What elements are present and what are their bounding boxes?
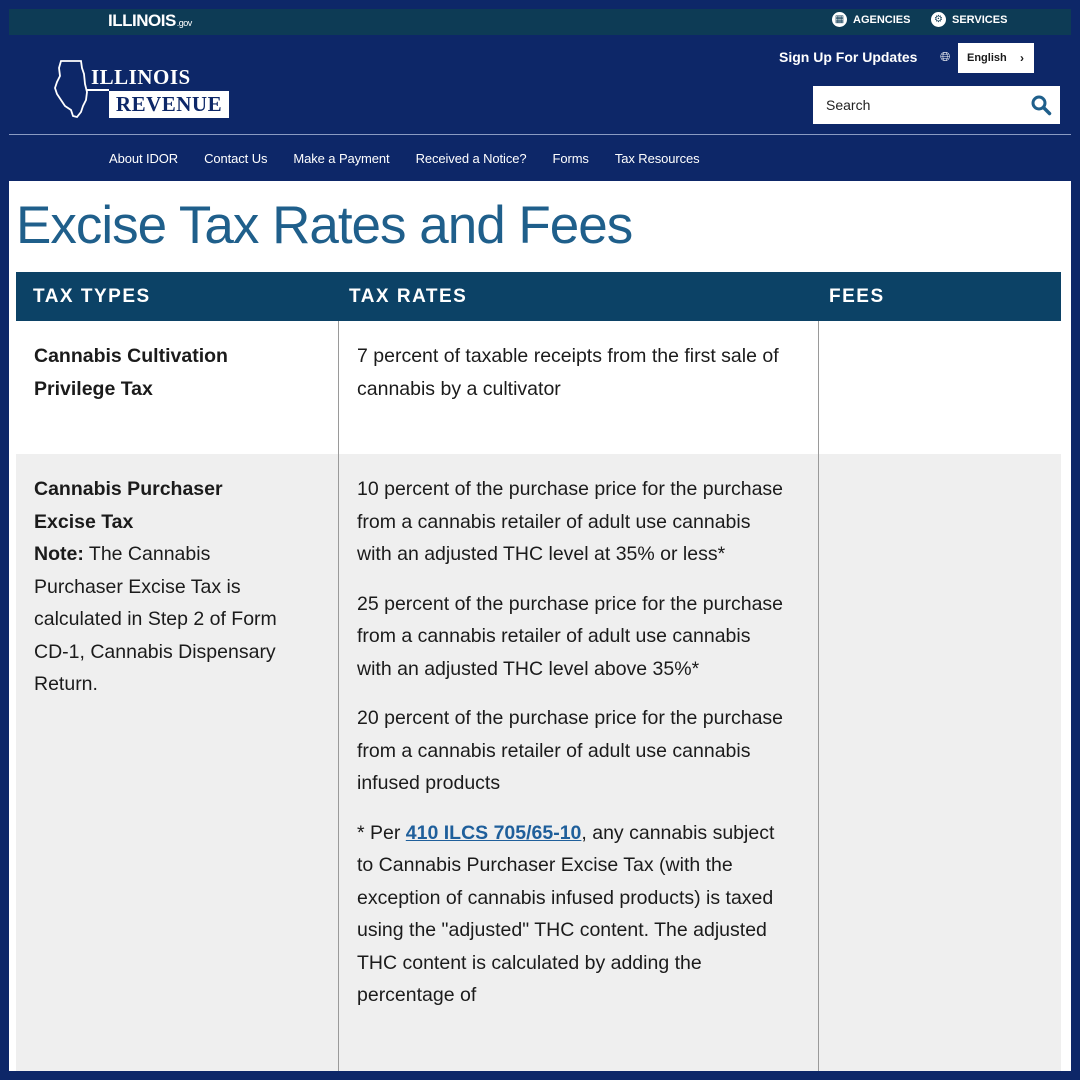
logo-revenue-text: REVENUE <box>109 91 229 118</box>
search-input[interactable] <box>813 86 1013 124</box>
column-divider <box>818 321 819 454</box>
illinois-gov-suffix: .gov <box>176 18 192 28</box>
tax-rates-table <box>16 272 1061 1071</box>
tax-rate-cell: 7 percent of taxable receipts from the first sale of cannabis by a cultivator <box>357 345 779 400</box>
main-nav <box>109 135 726 181</box>
tax-rate-cell <box>357 473 789 1029</box>
footnote-paragraph <box>357 817 789 1012</box>
rate-paragraph: 10 percent of the purchase price for the purchase from a cannabis retailer of adult use cannabis with an adjusted THC level at 35% or less* <box>357 478 784 565</box>
site-header <box>9 35 1071 181</box>
tax-type-note <box>34 538 279 701</box>
illinois-state-outline-icon <box>51 58 91 120</box>
tax-type-name: Cannabis Purchaser Excise Tax <box>34 478 223 533</box>
nav-about-idor[interactable]: About IDOR <box>109 150 179 166</box>
services-label: SERVICES <box>952 13 1008 26</box>
agencies-link[interactable] <box>832 12 910 27</box>
table-header-row <box>16 272 1061 321</box>
search-icon[interactable] <box>1030 94 1052 116</box>
tax-type-cell: Cannabis Cultivation Privilege Tax <box>34 345 228 400</box>
illinois-gov-link[interactable] <box>108 11 192 31</box>
sign-up-link[interactable]: Sign Up For Updates <box>779 49 918 65</box>
agencies-label: AGENCIES <box>853 13 911 26</box>
language-select[interactable] <box>958 43 1034 73</box>
footnote-text: , any cannabis subject to Cannabis Purchaser Excise Tax (with the exception of cannabis infused products) is taxed using the "adjusted" THC content. The adjusted THC content is calculated by adding the percentage of <box>357 821 775 1006</box>
note-label: Note: <box>34 543 84 565</box>
logo-illinois-text: ILLINOIS <box>91 65 191 89</box>
column-header-tax-types: TAX TYPES <box>33 286 151 307</box>
statute-link[interactable]: 410 ILCS 705/65-10 <box>405 821 582 844</box>
services-link[interactable] <box>931 12 1007 27</box>
illinois-revenue-logo[interactable] <box>51 58 241 128</box>
browser-page <box>9 9 1071 1071</box>
search-box <box>813 86 1060 124</box>
nav-contact-us[interactable]: Contact Us <box>204 150 268 166</box>
chevron-right-icon: › <box>1020 51 1024 65</box>
building-icon: ▦ <box>832 12 847 27</box>
rate-paragraph: 25 percent of the purchase price for the purchase from a cannabis retailer of adult use cannabis with an adjusted THC level above 35%* <box>357 592 784 680</box>
main-content <box>9 181 1071 1071</box>
column-divider <box>338 321 339 454</box>
utility-bar <box>9 9 1071 35</box>
table-row <box>16 321 1061 454</box>
nav-tax-resources[interactable]: Tax Resources <box>614 150 700 166</box>
note-text: The Cannabis Purchaser Excise Tax is calculated in Step 2 of Form CD-1, Cannabis Dispensary Return. <box>34 543 277 695</box>
nav-received-a-notice[interactable]: Received a Notice? <box>415 150 527 166</box>
footnote-prefix: * Per <box>357 821 401 844</box>
gears-icon: ⚙ <box>931 12 946 27</box>
column-divider <box>818 454 819 1071</box>
illinois-gov-logo-text: ILLINOIS <box>108 11 176 30</box>
table-row <box>16 454 1061 1071</box>
page-title: Excise Tax Rates and Fees <box>16 196 633 255</box>
rate-paragraph: 20 percent of the purchase price for the purchase from a cannabis retailer of adult use cannabis infused products <box>357 707 784 794</box>
column-header-fees: FEES <box>829 286 885 307</box>
column-divider <box>338 454 339 1071</box>
nav-forms[interactable]: Forms <box>552 150 589 166</box>
language-label: English <box>967 52 1007 64</box>
nav-make-a-payment[interactable]: Make a Payment <box>293 150 390 166</box>
tax-type-cell <box>34 473 279 701</box>
globe-icon: 🌐︎ <box>940 49 951 64</box>
column-header-tax-rates: TAX RATES <box>349 286 468 307</box>
